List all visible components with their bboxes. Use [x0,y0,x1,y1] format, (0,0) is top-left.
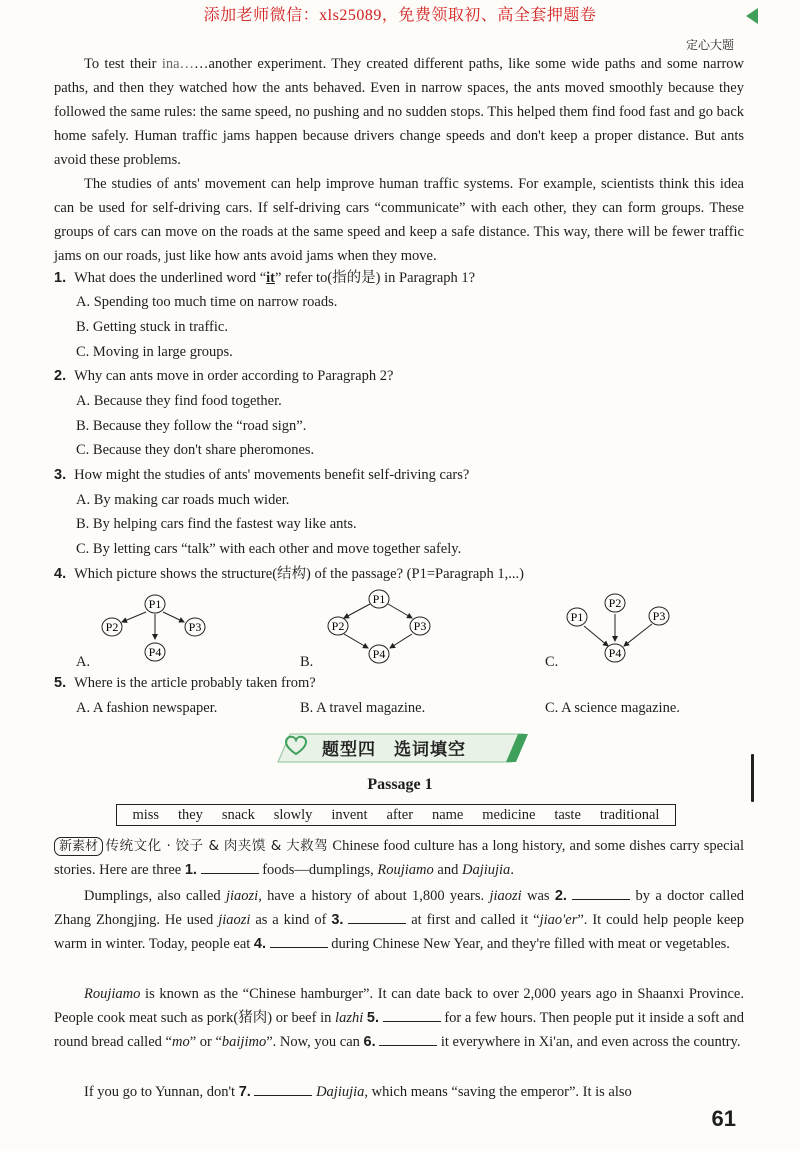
q2-stem: Why can ants move in order according to Paragraph 2? [74,368,394,384]
blank-number: 7. [238,1084,251,1100]
diagram-c-node-p1 [567,608,587,626]
diagram-b-node-p1 [369,590,389,608]
question-4 [54,562,524,586]
q3-option-a: A. By making car roads much wider. [76,492,290,508]
word-bank-item: they [177,806,203,823]
q4-number: 4. [54,566,67,582]
q1-option-a: A. Spending too much time on narrow roads. [76,294,338,310]
diagram-c-node-p3 [649,607,669,625]
blank-5[interactable] [383,1007,441,1022]
diagram-c-node-p4 [605,644,625,662]
q5-number: 5. [54,675,67,691]
blank-number: 6. [363,1034,376,1050]
diagram-a-node-p4 [145,643,165,661]
svg-text:P2: P2 [105,620,119,634]
blank-2[interactable] [572,885,630,900]
q3-option-c: C. By letting cars “talk” with each other and move together safely. [76,541,462,557]
diagram-a-letter: A. [76,654,91,670]
question-5 [54,671,316,695]
word-bank [116,804,676,826]
q1-option-b: B. Getting stuck in traffic. [76,319,228,335]
new-material-tag: 新素材 [54,837,103,856]
q1-number: 1. [54,270,67,286]
word-bank-item: name [431,806,464,823]
svg-text:P3: P3 [652,609,666,623]
margin-mark [751,754,754,802]
question-1 [54,266,475,290]
svg-text:P2: P2 [331,619,345,633]
page-number: 61 [711,1106,736,1131]
structure-diagram-c [560,590,680,670]
blank-7[interactable] [254,1081,312,1096]
reading-paragraph-1 [54,52,744,172]
q1-stem-b: ” refer to(指的是) in Paragraph 1? [275,270,476,286]
svg-text:P3: P3 [188,620,202,634]
section-banner [272,730,528,766]
word-bank-item: miss [132,806,160,823]
word-bank-item: snack [221,806,255,823]
passage-topic: 传统文化 · 饺子 & 肉夹馍 & 大救驾 [105,838,329,854]
word-bank-item: medicine [482,806,536,823]
q2-number: 2. [54,368,67,384]
passage-paragraph-2: Dumplings, also called jiaozi, have a history of about 1,800 years. jiaozi was 2. by a doctor called Zhang Zhongjing. He used jiaozi as a kind of 3. at first and called it “jiao'er”. It could help people keep warm in winter. Today, people eat 4. during Chinese New Year, and they're filled with meat or vegetables. [54,884,744,956]
q5-option-b: B. A travel magazine. [300,700,426,716]
passage-paragraph-3: Roujiamo is known as the “Chinese hamburger”. It can date back to over 2,000 years ago in Shaanxi Province. People cook meat such as pork(猪肉) or beef in lazhi 5. for a few hours. Then people put it inside a soft and round bread called “mo” or “baijimo”. Now, you can 6. it everywhere in Xi'an, and even across the country. [54,986,745,1050]
diagram-a-node-p1 [145,595,165,613]
blank-4[interactable] [270,933,328,948]
blank-1[interactable] [201,859,259,874]
word-bank-item: traditional [599,806,660,823]
passage-paragraph-4: If you go to Yunnan, don't 7. Dajiujia, which means “saving the emperor”. It is also [54,1080,744,1104]
svg-text:P3: P3 [413,619,427,633]
q5-option-c: C. A science magazine. [545,700,680,716]
blank-3[interactable] [348,909,406,924]
svg-text:P4: P4 [372,647,386,661]
svg-text:P2: P2 [608,596,622,610]
q5-stem: Where is the article probably taken from? [74,675,316,691]
p1-rest: …another experiment. They created different paths, like some wide paths and some narrow paths, and then they watched how the ants behaved. Even in narrow spaces, the ants moved smoothly because they followed the same rules: the same speed, no pushing and no sudden stops. This helped them find food fast and go back home safely. Human traffic jams happen because drivers change speeds and don't keep a proper distance. But ants avoid these problems. [54,56,744,168]
svg-text:P4: P4 [608,646,622,660]
blank-number: 1. [184,862,197,878]
passage-title: Passage 1 [367,776,433,793]
svg-text:P4: P4 [148,645,162,659]
diagram-c-node-p2 [605,594,625,612]
q1-option-c: C. Moving in large groups. [76,344,233,360]
diagram-c-letter: C. [545,654,559,670]
reading-paragraph-2: The studies of ants' movement can help improve human traffic systems. For example, scientists think this idea can be used for self-driving cars. If self-driving cars “communicate” with each other, they can form groups. These groups of cars can move on the roads at the same speed and keep a safe distance. This way, there will be fewer traffic jams on our roads, just like how ants avoid jams when they move. [54,176,744,264]
passage-paragraph-1: 新素材 传统文化 · 饺子 & 肉夹馍 & 大救驾 Chinese food culture has a long history, and some dishes carry special stories. Here are three 1. foods—dumplings, Roujiamo and Dajiujia. [54,838,745,878]
svg-text:P1: P1 [148,597,162,611]
word-bank-item: slowly [273,806,313,823]
p1-start: To test their [84,56,162,72]
blank-number: 4. [253,936,267,952]
q3-stem: How might the studies of ants' movements benefit self-driving cars? [74,467,470,483]
q5-option-a: A. A fashion newspaper. [76,700,218,716]
svg-text:P1: P1 [570,610,584,624]
q2-option-a: A. Because they find food together. [76,393,282,409]
structure-diagram-b [318,588,448,668]
blank-number: 3. [331,912,344,928]
q4-stem: Which picture shows the structure(结构) of the passage? (P1=Paragraph 1,...) [74,566,524,582]
structure-diagram-a [76,590,226,670]
diagram-b-node-p3 [410,617,430,635]
q3-number: 3. [54,467,67,483]
q1-underlined-word: it [266,270,276,286]
blank-number: 2. [554,888,567,904]
question-2 [54,364,393,388]
q3-option-b: B. By helping cars find the fastest way like ants. [76,516,357,532]
word-bank-item: after [386,806,414,823]
q2-option-c: C. Because they don't share pheromones. [76,442,315,458]
q2-option-b: B. Because they follow the “road sign”. [76,418,307,434]
question-3 [54,463,469,487]
word-bank-item: taste [554,806,581,823]
blank-6[interactable] [379,1031,437,1046]
diagram-b-node-p4 [369,645,389,663]
blank-number: 5. [366,1010,380,1026]
section-title: 题型四 选词填空 [322,740,466,760]
diagram-a-node-p3 [185,618,205,636]
word-bank-item: invent [331,806,368,823]
q1-stem-a: What does the underlined word “ [74,270,267,286]
header-label: 定心大题 [685,38,734,52]
diagram-b-letter: B. [300,654,314,670]
corner-flag-icon [746,8,758,24]
p1-garbled: ina… [161,56,195,72]
watermark-text: 添加老师微信：xls25089，免费领取初、高全套押题卷 [203,7,597,24]
diagram-a-node-p2 [102,618,122,636]
diagram-b-node-p2 [328,617,348,635]
svg-text:P1: P1 [372,592,386,606]
